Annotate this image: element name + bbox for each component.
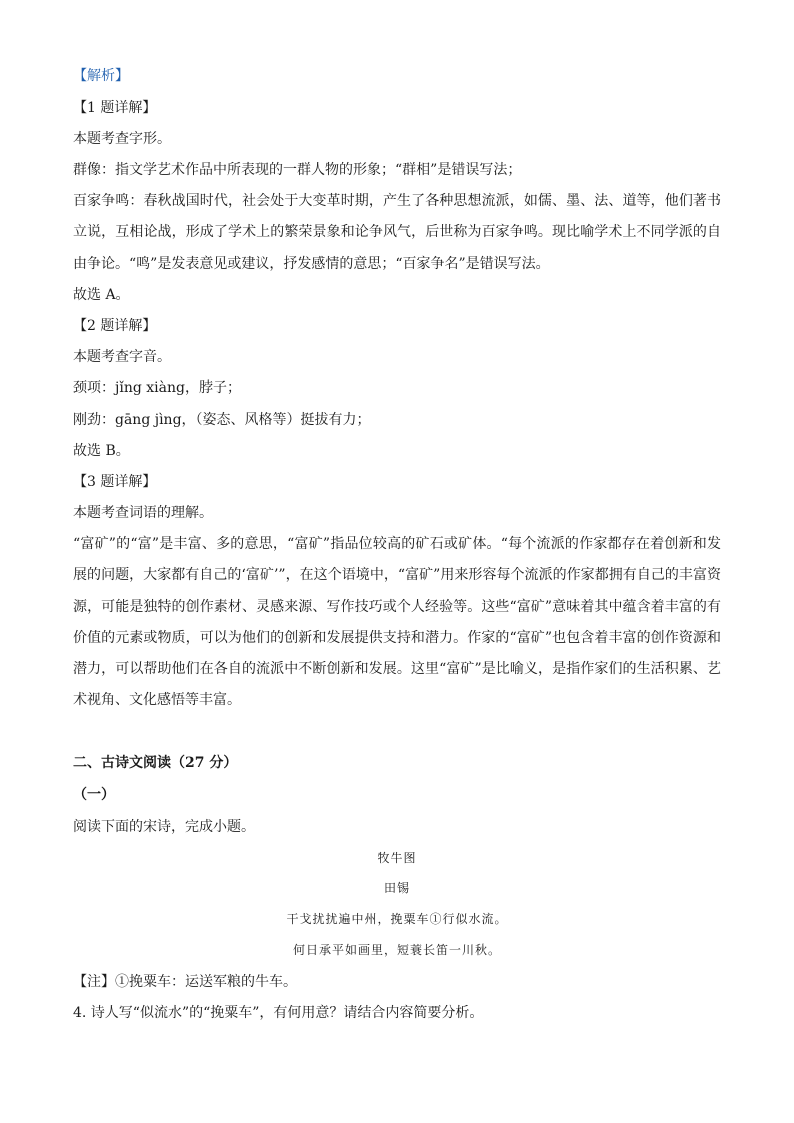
q3-intro: 本题考查词语的理解。 (73, 505, 213, 521)
poem-line-1: 干戈扰扰遍中州，挽粟车①行似水流。 (286, 912, 508, 926)
q3-header: 【3 题详解】 (73, 474, 157, 490)
q2-intro: 本题考查字音。 (73, 349, 171, 365)
poem-author: 田锡 (383, 881, 410, 895)
q2-item2: 刚劲：gāng jìng，（姿态、风格等）挺拔有力； (73, 412, 371, 428)
section2-subsection: （一） (73, 787, 115, 803)
q1-item2: 百家争鸣：春秋战国时代，社会处于大变革时期，产生了各种思想流派，如儒、墨、法、道等，他们著书立说，互相论战，形成了学术上的繁荣景象和论争风气，后世称为百家争鸣。现比喻学术上不同学派的自由争论。“鸣”是发表意见或建议，抒发感情的意思；“百家争名”是错误写法。 (73, 193, 721, 272)
poem-note: 【注】①挽粟车：运送军粮的牛车。 (73, 974, 297, 990)
q1-header: 【1 题详解】 (73, 100, 157, 116)
q1-intro: 本题考查字形。 (73, 131, 171, 147)
section2-instruction: 阅读下面的宋诗，完成小题。 (73, 819, 255, 835)
q2-header: 【2 题详解】 (73, 318, 157, 334)
q1-answer: 故选 A。 (73, 287, 130, 303)
q2-answer: 故选 B。 (73, 443, 130, 459)
q1-item1: 群像：指文学艺术作品中所表现的一群人物的形象；“群相”是错误写法； (73, 162, 522, 178)
q3-body: “富矿”的“富”是丰富、多的意思，“富矿”指品位较高的矿石或矿体。“每个流派的作家都存在着创新和发展的问题，大家都有自己的‘富矿’”，在这个语境中，“富矿”用来形容每个流派的作家都拥有自己的丰富资源，可能是独特的创作素材、灵感来源、写作技巧或个人经验等。这些“富矿”意味着其中蕴含着丰富的有价值的元素或物质，可以为他们的创新和发展提供支持和潜力。作家的“富矿”也包含着丰富的创作资源和潜力，可以帮助他们在各自的流派中不断创新和发展。这里“富矿”是比喻义，是指作家们的生活积累、艺术视角、文化感悟等丰富。 (73, 536, 721, 709)
poem-title: 牧牛图 (377, 851, 417, 865)
section2-title: 二、古诗文阅读（27 分） (73, 755, 238, 771)
analysis-header: 【解析】 (73, 68, 129, 84)
q2-item1: 颈项：jǐng xiàng，脖子； (73, 380, 241, 396)
question-4: 4. 诗人写“似流水”的“挽粟车”，有何用意？请结合内容简要分析。 (73, 1005, 484, 1021)
poem-line-2: 何日承平如画里，短蓑长笛一川秋。 (292, 943, 501, 957)
